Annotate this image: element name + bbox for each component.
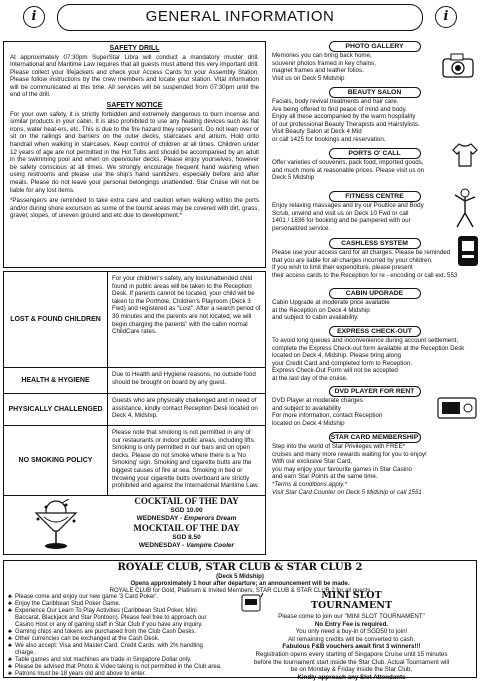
section-line: your Credit Card and completed form to Reception.	[272, 359, 412, 367]
camera-icon	[441, 51, 475, 79]
cocktail-of-the-day	[108, 496, 265, 550]
info-icon: i	[23, 6, 45, 28]
slot-machine-icon	[240, 591, 264, 613]
section-line: at the last day of the cruise.	[272, 374, 348, 382]
slot-line: Please come to join our "MINI SLOT TOURNAMENT"	[278, 613, 425, 620]
section-beauty-salon	[272, 87, 477, 144]
club-title: ROYALE CLUB, STAR CLUB & STAR CLUB 2	[117, 562, 363, 573]
card-icon	[457, 235, 479, 267]
section-line: Visit Beauty Salon at Deck 4 Mid	[272, 128, 362, 136]
slot-title: TOURNAMENT	[310, 600, 393, 611]
row-text: Guests who are physically challenged and in need of assistance, kindly contact Reception Desk located on Deck 4, Midship.	[112, 397, 258, 420]
table-row	[4, 368, 265, 394]
section-line: Enjoy relaxing massages and try our Poultice and Body	[272, 202, 424, 209]
table-row	[4, 272, 265, 368]
club-banner	[3, 560, 477, 681]
section-line: or call 1425 for bookings and reservation.	[272, 135, 386, 143]
section-line: Enjoy all these accompanied by the warm hospitality	[272, 113, 416, 121]
safety-notice-text: For your own safety, it is strictly forbidden and extremely dangerous to burn incense and similar products in your cabin. It is also prohibited to use any heating devices such as flat irons, water heat-ers, etc. This is due to the fire hazard they represent. Do not lean over or sit on the railings and barriers on the outer decks, staircases and atrium. Hold onto handrail when walking in staircases. Keep control of children at all times. Children under 12 years of age are not permitted in the Hot Tubs and should be accompanied by an adult in the swimming pool and when on open/outer decks. Please enjoy yourselves, however be safety conscious at all times. We strongly encourage frequent hand washing when using restrooms and please use the ship's hand sanitizers, especially before and after meals. Please do not leave your personal belongings unattended. Star Cruise will not be liable for any lost items.	[10, 110, 259, 194]
section-line: located on Deck 4 Midship	[272, 419, 345, 427]
fitness-icon	[449, 187, 479, 231]
section-line: souvenir photos framed in key chains,	[272, 59, 376, 67]
section-line: magnet frames and leather folios.	[272, 67, 364, 75]
general-information-page	[3, 3, 477, 681]
row-label: HEALTH & HYGIENE	[4, 368, 108, 393]
row-text: For your children's safety, any lost/unattended child found in public areas will be taken to the Reception Desk. If parents cannot be located, your child will be taken to the Porthole, Children's Playroom (Deck 3 Fwd) and registered as "Lost". After a search period of 30 minutes and the parents are not located, we will begin charging the parents" with the cabin normal ChildCare rates.	[112, 275, 261, 336]
slot-line: Fabulous F&B vouchers await first 3 winners!!!	[282, 643, 421, 651]
safety-notice-reminder: *Passenger/s are reminded to take extra care and caution when walking within the ports and/or during shore excursion as some of the tourist areas may be covered with dirt, grass, gravel, slopes, of uneven ground and etc due to development.*	[10, 197, 259, 220]
list-item: ♣ Other currencies can be exchanged at the Cash Desk.	[8, 636, 223, 643]
section-line: and earn Star Points at the same time.	[272, 473, 378, 481]
section-dvd-player	[272, 386, 477, 427]
section-heading: BEAUTY SALON	[329, 87, 421, 98]
section-line: their access cards to the Reception for re - encoding or call ext. 553	[272, 271, 458, 279]
dvd-icon	[437, 392, 477, 420]
mocktail-title: MOCKTAIL OF THE DAY	[133, 523, 240, 533]
slot-title: MINI SLOT	[321, 590, 382, 601]
section-line: Cabin Upgrade at moderate price available	[272, 299, 390, 306]
section-line: Scrub, unwind and visit us on Deck 10 Fwd or call	[272, 209, 409, 217]
list-item: ♣ Table games and slot machines are trade in Singapore Dollar only.	[8, 657, 223, 664]
info-table	[3, 271, 266, 555]
section-line: and subject to cabin availability.	[272, 314, 359, 322]
list-item: ♣ Gaming chips and tokens are purchased from the Club Cash Desks.	[8, 629, 223, 636]
section-line: personalized service.	[272, 224, 331, 232]
section-line: For more information, contact Reception	[272, 412, 383, 420]
section-heading: DVD PLAYER FOR RENT	[329, 386, 421, 397]
section-heading: CASHLESS SYSTEM	[329, 238, 421, 249]
cocktail-day: WEDNESDAY	[136, 515, 179, 522]
page-title: GENERAL INFORMATION	[57, 4, 423, 31]
club-bullets	[8, 594, 223, 678]
slot-line: You only need a buy-in of SGD50 to join!	[295, 628, 408, 636]
cocktail-title: COCKTAIL OF THE DAY	[134, 496, 239, 506]
section-line: Express Check-Out Form will not be accepted	[272, 367, 398, 375]
slot-line: Kindly approach any Slot Attendants	[297, 673, 406, 681]
safety-drill-text: At approximately 07:30pm SuperStar Libra will conduct a mandatory muster drill. International and Maritime Law requires that all guests must attend this very important drill. Please collect your lifejackets and check your Access Cards for your Assembly Station. Please follow instructions by the crew members and locate your station. Vital information will be communicated at this time. All services will be suspended from 07:30pm until the end of the drill.	[10, 53, 259, 99]
row-label: PHYSICALLY CHALLENGED	[4, 394, 108, 425]
section-line: *Terms & conditions apply.*	[272, 480, 347, 488]
mini-slot-tournament	[229, 591, 474, 681]
section-heading: PORTS O' CALL	[329, 148, 421, 159]
section-photo-gallery	[272, 41, 477, 82]
section-cabin-upgrade	[272, 288, 477, 322]
section-line: Deck 5 Midship	[272, 174, 315, 182]
section-line: and much more at reasonable prices. Please visit us on	[272, 166, 425, 174]
table-row-cocktail	[4, 496, 265, 554]
club-deck: (Deck 5 Midship)	[216, 574, 264, 580]
section-star-card	[272, 432, 477, 496]
section-cashless-system	[272, 238, 477, 279]
section-line: and subject to availability	[272, 404, 341, 412]
section-line: of our professional Beauty Therapists and Hairstylists.	[272, 120, 420, 128]
section-line: located on Deck 4, Midship. Please bring along	[272, 352, 401, 360]
row-label: NO SMOKING POLICY	[4, 426, 108, 495]
slot-line: Registration opens every starting of Singapore Cruise until 15 minutes	[255, 650, 448, 658]
mocktail-price: SGD 8.50	[172, 534, 201, 541]
section-ports-o-call	[272, 148, 477, 182]
safety-box	[3, 41, 266, 268]
safety-notice-heading: SAFETY NOTICE	[106, 102, 163, 110]
section-line: Offer varieties of souvenirs, pack food, imported goods,	[272, 159, 424, 166]
list-item: ♣ Enjoy the Caribbean Stud Poker Game.	[8, 601, 223, 608]
club-members: ROYALE CLUB for Gold, Platinum & Invited Members, STAR CLUB & STAR CLUB 2 for all guests	[109, 588, 371, 594]
slot-line: be on Monday & Friday inside the Star Club.	[290, 666, 413, 674]
section-line: With our exclusive Star Card,	[272, 458, 353, 466]
section-line: If you wish to limit their expenditure, please present	[272, 264, 413, 272]
list-item: ♣ Patrons must be 18 years old and above to enter.	[8, 671, 223, 678]
section-line: that you are liable for all charges incurred by your children.	[272, 256, 433, 264]
row-text: Please note that smoking is not permitted in any of our restaurants or indoor public areas, including lifts. Smoking is only permitted in our bars and on open decks. Please do not smoke where there is a 'No Smoking' sign. Smoking and cigarette butts are the biggest causes of fire at sea. Smoking in bed or throwing your cigarette butts overboard are strictly prohibited and against the International Maritime Law.	[112, 429, 259, 490]
mocktail-day: WEDNESDAY	[138, 542, 181, 549]
table-row	[4, 394, 265, 426]
section-express-check-out	[272, 326, 477, 383]
section-heading: EXPRESS CHECK-OUT	[329, 326, 421, 337]
tshirt-icon	[451, 142, 479, 168]
section-fitness-centre	[272, 191, 477, 232]
section-line: Step into the world of Star Privileges with FREE*	[272, 443, 406, 450]
section-line: Facials, body revival treatments and hair care.	[272, 98, 399, 105]
section-line: Please use your access card for all charges. Please be reminded	[272, 249, 451, 256]
list-item: ♣ Please come and enjoy our new game '3 Card Poker'.	[8, 594, 223, 601]
list-item: ♣ We also accept: Visa and Master Card. Credit Cards: with 2% handling charge.	[8, 643, 223, 657]
club-hours: Opens approximately 1 hour after departure; an announcement will be made.	[130, 581, 350, 587]
section-line: complete the Express Check-out form available at the Reception Desk	[272, 344, 465, 352]
section-line: you may enjoy your favourite games in Star Casino	[272, 465, 412, 473]
section-line: Visit us on Deck 5 Midship	[272, 74, 345, 82]
page-header	[3, 3, 477, 33]
cocktail-price: SGD 10.00	[170, 507, 203, 514]
section-line: To avoid long queues and inconvenience during account settlement,	[272, 337, 459, 344]
slot-line: No Entry Fee is required.	[314, 620, 389, 628]
cocktail-name: Emperors Dream	[183, 515, 237, 522]
table-row	[4, 426, 265, 496]
safety-drill-heading: SAFETY DRILL	[109, 45, 160, 52]
cocktail-icon	[4, 496, 108, 554]
section-heading: STAR CARD MEMBERSHIP	[329, 432, 421, 443]
mocktail-day-line: WEDNESDAY - Vampire Cooler	[138, 542, 235, 549]
row-text: Due to Health and Hygiene reasons, no outside food should be brought on board by any guest.	[112, 371, 256, 386]
row-label: LOST & FOUND CHILDREN	[4, 272, 108, 367]
section-heading: FITNESS CENTRE	[329, 191, 421, 202]
info-icon: i	[435, 6, 457, 28]
section-line: Memories you can bring back home,	[272, 52, 372, 59]
mocktail-name: Vampire Cooler	[186, 542, 235, 549]
list-item: ♣ Experience Our Learn To Play Activities (Caribbean Stud Poker, Mini Baccarat, Blackjack and Star Pontoon). Please feel free to approach our Casino Host or any of gaming staff in Star Club if you have any inquiry.	[8, 608, 223, 629]
section-line: 1401 / 1836 for booking and be pampered with our	[272, 217, 411, 225]
section-line: cruises and many more rewards waiting for you to enjoy!	[272, 450, 427, 458]
section-heading: CABIN UPGRADE	[329, 288, 421, 299]
cocktail-day-line: WEDNESDAY - Emperors Dream	[136, 515, 237, 522]
slot-line: before the tournament start inside the Star Club. Actual Tournament will	[253, 658, 450, 666]
section-line: Are being offered to find peace of mind and body.	[272, 105, 407, 113]
section-line: at the Reception on Deck 4 Midship	[272, 306, 370, 314]
section-heading: PHOTO GALLERY	[329, 41, 421, 52]
slot-line: All remaining credits will be converted to cash.	[288, 635, 415, 643]
section-line: Visit Star Card Counter on Deck 5 Midship or call 1551	[272, 488, 422, 496]
section-line: DVD Player at moderate charges	[272, 397, 363, 404]
list-item: ♣ Please be advised that Photo & Video taking is not permitted in the Club area.	[8, 664, 223, 671]
